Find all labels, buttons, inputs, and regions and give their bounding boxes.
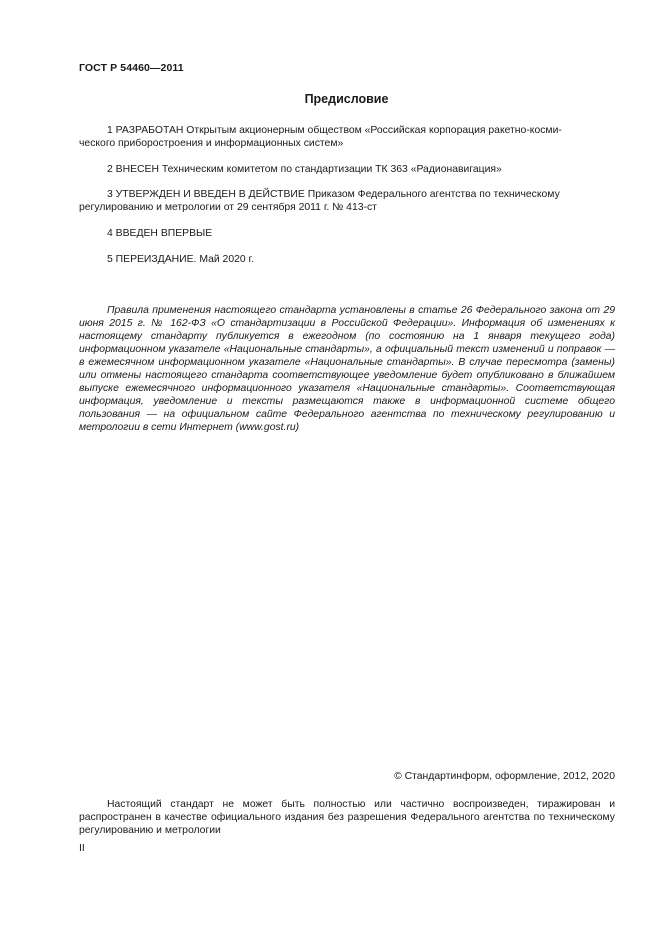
application-rules-notice: Правила применения настоящего стандарта установлены в статье 26 Федерального закона от 29 июня 2015 г. № 162-ФЗ «О стандартизации в Российской Федерации». Информация об изменениях к настоящему стандарту публикуется в ежегодном (по состоянию на 1 января текущего года) информационном указателе «Национальные стандарты», а официальный текст изменений и поправок — в ежемесячном информационном указателе «Национальные стандарты». В случае пересмотра (замены) или отмены настоящего стандарта соответствующее уведомление будет опубликовано в ближайшем выпуске ежемесячного информационного указателя «Национальные стандарты». Соответствующая информация, уведомление и тексты размещаются также в информационной системе общего пользования — на официальном сайте Федерального агентства по техническому регулированию и метрологии в сети Интернет (www.gost.ru) [79, 305, 615, 433]
foreword-item-1-line-1: 1 РАЗРАБОТАН Открытым акционерным обществом «Российская корпорация ракетно-косми- [107, 125, 562, 136]
foreword-item-1 [79, 124, 615, 150]
foreword-item-2-line-1: 2 ВНЕСЕН Техническим комитетом по стандартизации ТК 363 «Радионавигация» [107, 164, 502, 175]
foreword-item-4 [79, 227, 615, 240]
foreword-item-5-line-1: 5 ПЕРЕИЗДАНИЕ. Май 2020 г. [107, 254, 254, 265]
foreword-item-1-line-2: ческого приборостроения и информационных систем» [79, 138, 344, 149]
foreword-item-4-line-1: 4 ВВЕДЕН ВПЕРВЫЕ [107, 228, 213, 239]
foreword-item-5 [79, 253, 615, 266]
foreword-item-3 [79, 188, 615, 214]
foreword-item-3-line-1: 3 УТВЕРЖДЕН И ВВЕДЕН В ДЕЙСТВИЕ Приказом Федерального агентства по техническому [107, 189, 560, 200]
page-number: II [79, 843, 85, 854]
standard-number: ГОСТ Р 54460—2011 [79, 62, 184, 74]
copyright: © Стандартинформ, оформление, 2012, 2020 [394, 771, 615, 782]
reproduction-rights-notice: Настоящий стандарт не может быть полностью или частично воспроизведен, тиражирован и распространен в качестве официального издания без разрешения Федерального агентства по техническому регулированию и метрологии [79, 799, 615, 836]
foreword-item-2 [79, 163, 615, 176]
page-title: Предисловие [304, 92, 389, 106]
foreword-item-3-line-2: регулированию и метрологии от 29 сентября 2011 г. № 413-ст [79, 202, 377, 213]
